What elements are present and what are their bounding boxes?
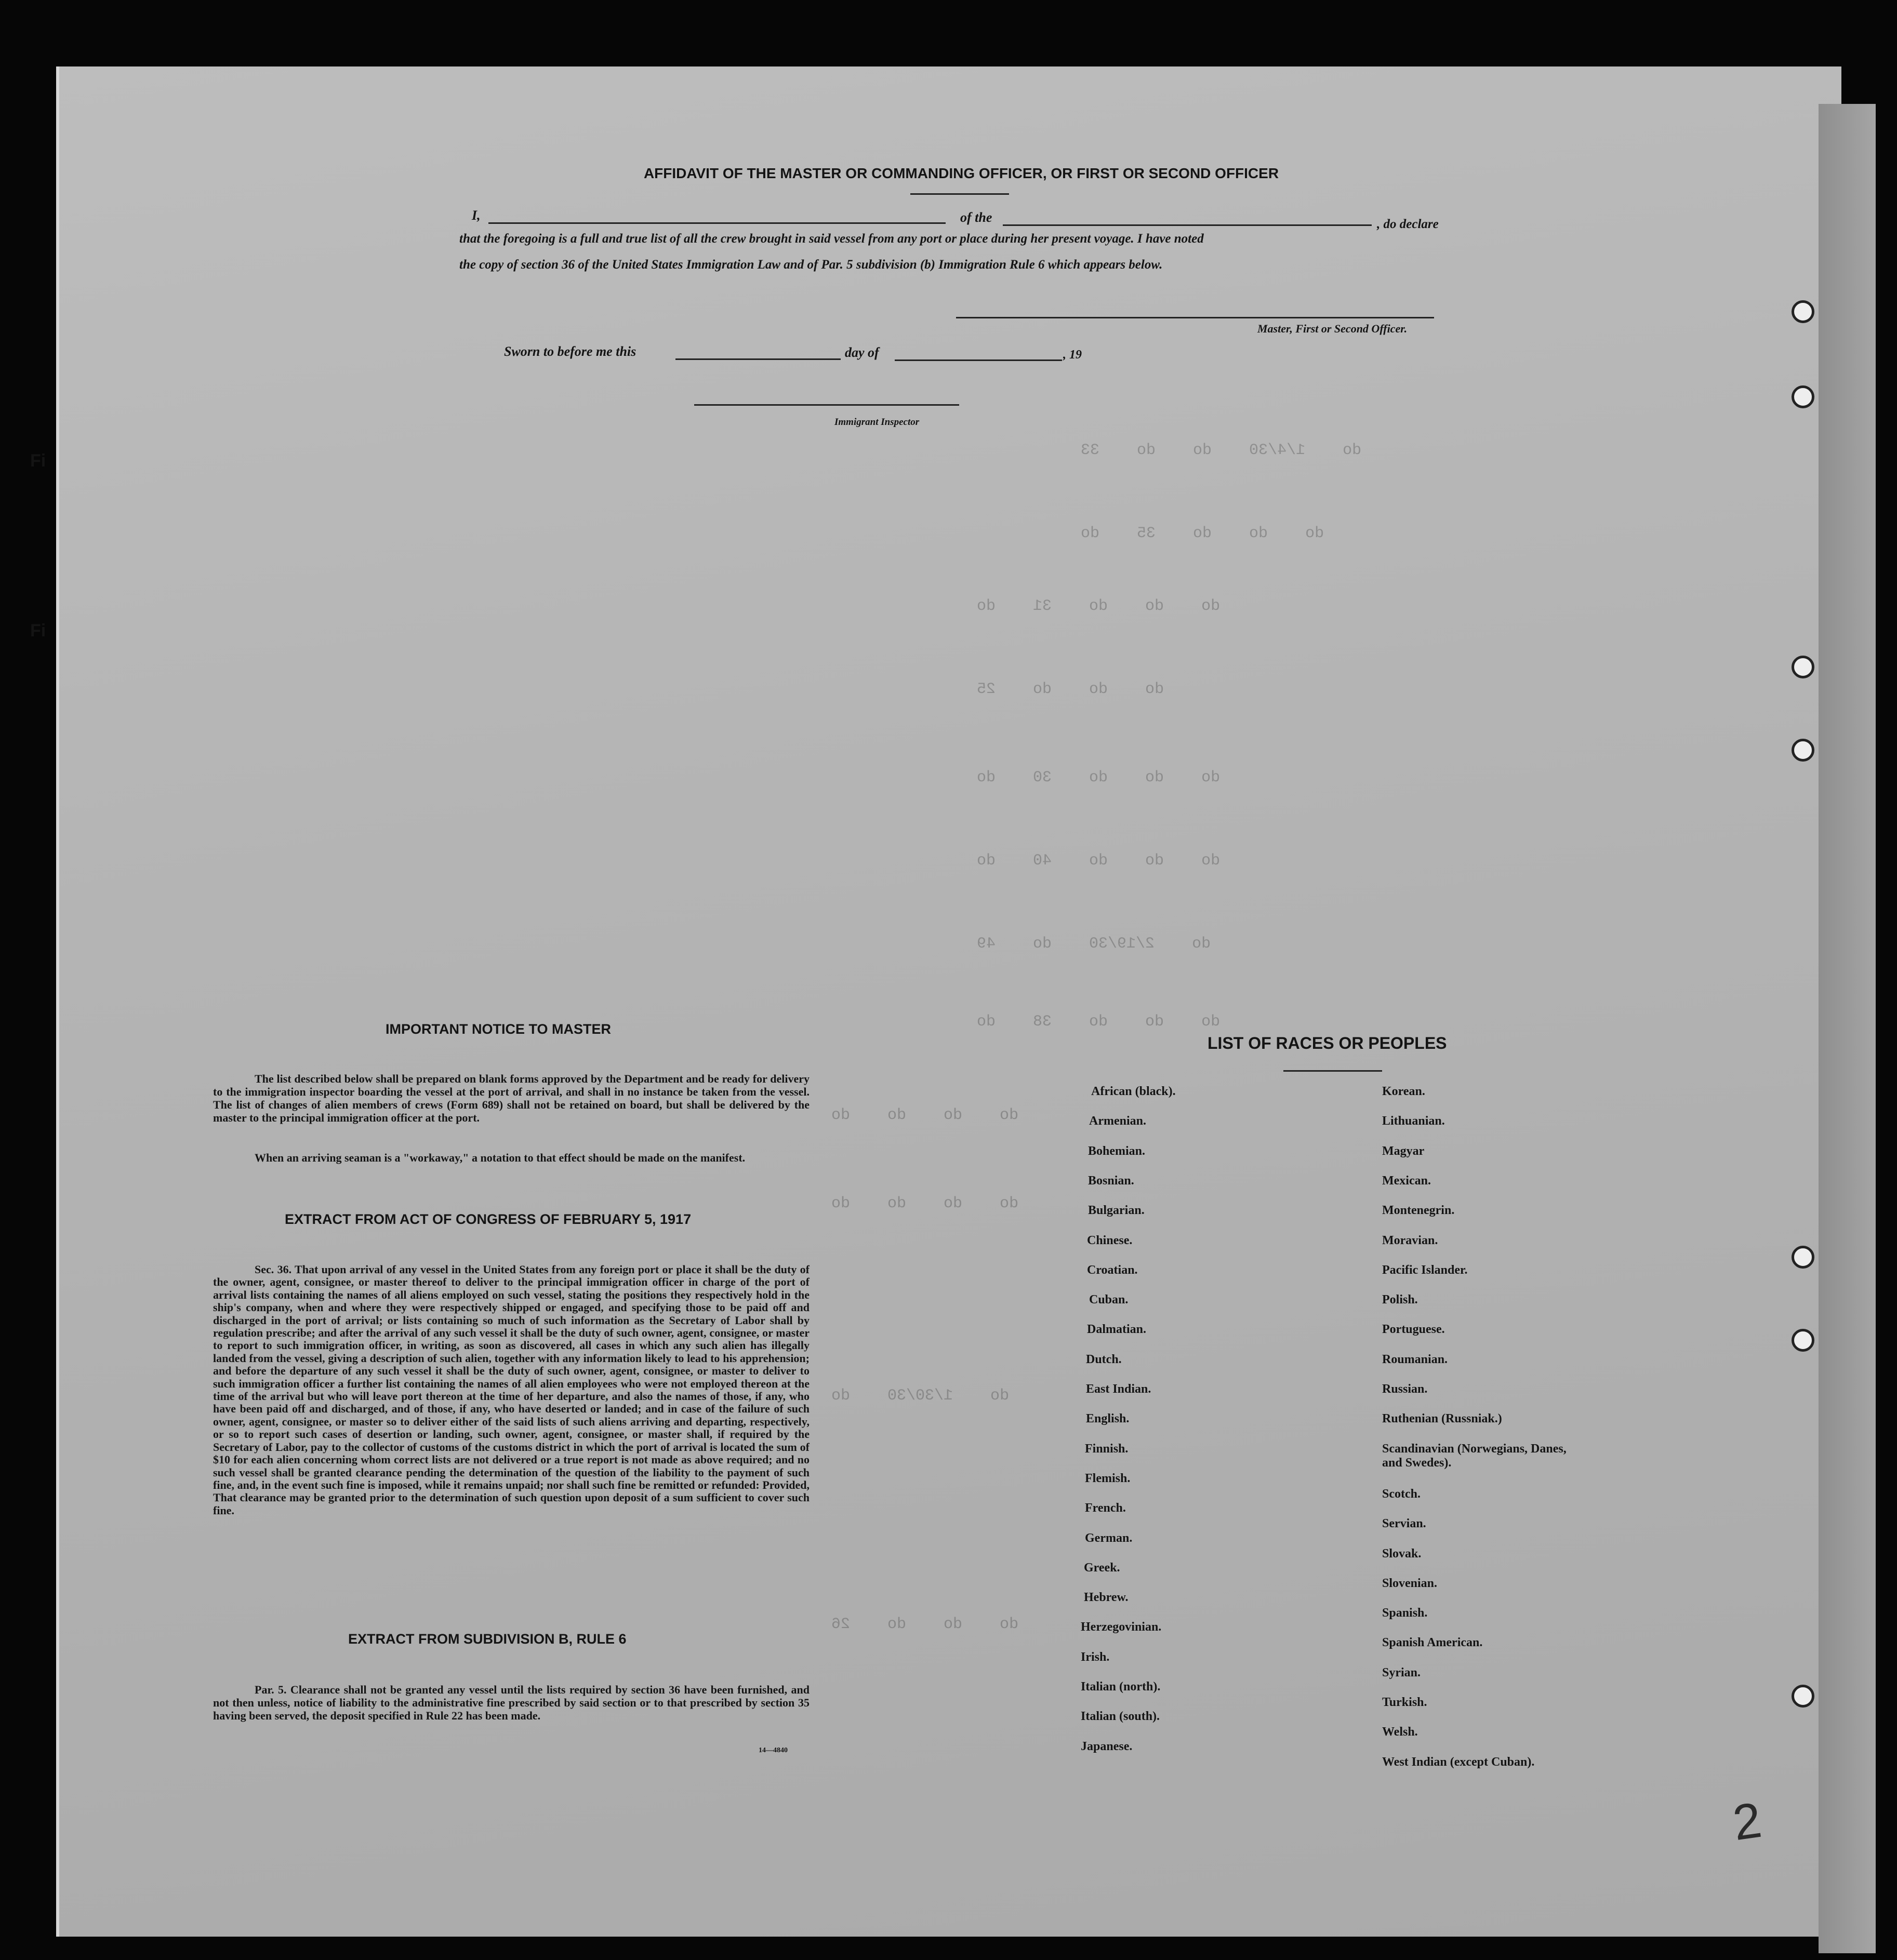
affidavit-title: AFFIDAVIT OF THE MASTER OR COMMANDING OFFICER, OR FIRST OR SECOND OFFICER bbox=[643, 165, 1279, 181]
binder-hole bbox=[1792, 739, 1814, 762]
race-item: Roumanian. bbox=[1382, 1352, 1448, 1366]
races-title: LIST OF RACES OR PEOPLES bbox=[1208, 1034, 1447, 1052]
race-item: Scotch. bbox=[1382, 1487, 1421, 1501]
notice-paragraph-1: The list described below shall be prepared on blank forms approved by the Department and be ready for delivery to the immigration inspector boarding the vessel at the port of arrival, and shall in no instance be taken from the vessel. The list of changes of alien members of crews (Form 689) shall not be retained on board, but shall be delivered by the master to the principal immigration officer at the port. bbox=[213, 1072, 810, 1124]
race-item: Hebrew. bbox=[1084, 1591, 1129, 1605]
race-item: Bohemian. bbox=[1088, 1144, 1146, 1158]
signature-caption: Master, First or Second Officer. bbox=[1257, 322, 1408, 335]
form-number: 14—4840 bbox=[759, 1746, 788, 1754]
race-item: Polish. bbox=[1382, 1293, 1418, 1307]
signature-field[interactable] bbox=[956, 317, 1434, 318]
left-edge-mark: Fi bbox=[30, 451, 46, 471]
vessel-of-label: of the bbox=[960, 210, 992, 225]
race-item: Bulgarian. bbox=[1088, 1204, 1145, 1218]
race-item: Moravian. bbox=[1382, 1233, 1438, 1247]
affidavit-line-3: the copy of section 36 of the United States Immigration Law and of Par. 5 subdivision (b) Immigration Rule 6 which appears below. bbox=[459, 258, 1163, 272]
binder-hole bbox=[1792, 656, 1814, 678]
race-item: Lithuanian. bbox=[1382, 1114, 1445, 1128]
race-item: Greek. bbox=[1084, 1561, 1120, 1575]
underlying-page-edge bbox=[1819, 104, 1876, 1953]
inspector-caption: Immigrant Inspector bbox=[834, 417, 920, 428]
binder-hole bbox=[1792, 300, 1814, 323]
race-item: Chinese. bbox=[1087, 1233, 1133, 1247]
race-item: Portuguese. bbox=[1382, 1323, 1445, 1337]
race-item: Finnish. bbox=[1085, 1442, 1129, 1456]
sworn-label: Sworn to before me this bbox=[504, 344, 636, 359]
race-item: Italian (north). bbox=[1081, 1680, 1161, 1694]
race-item: Flemish. bbox=[1085, 1471, 1131, 1485]
race-item: Ruthenian (Russniak.) bbox=[1382, 1412, 1502, 1426]
race-item: Dutch. bbox=[1086, 1352, 1122, 1366]
title-rule bbox=[910, 193, 1009, 195]
left-edge-mark: Fi bbox=[30, 621, 46, 641]
binder-hole bbox=[1792, 1329, 1814, 1352]
race-item: Japanese. bbox=[1081, 1739, 1133, 1753]
declarant-label: I, bbox=[472, 208, 481, 223]
sworn-day-field[interactable] bbox=[675, 358, 841, 360]
document-page bbox=[56, 66, 1841, 1937]
races-title-rule bbox=[1283, 1070, 1382, 1072]
act-text: Sec. 36. That upon arrival of any vessel in the United States from any foreign port or place it shall be the duty of the owner, agent, consignee, or master thereof to deliver to the principal immigration officer in charge of the port of arrival lists containing the names of all aliens employed on such vessel, stating the positions they respectively hold in the ship's company, when and where they were respectively shipped or engaged, and specifying those to be paid off and discharged in the port of arrival; or lists containing so much of such information as the Secretary of Labor shall by regulation prescribe; and after the arrival of any such vessel it shall be the duty of such owner, agent, consignee, or master to report to such immigration officer, in writing, as soon as discovered, all cases in which any such alien has illegally landed from the vessel, giving a description of such alien, together with any information likely to lead to his apprehension; and before the departure of any such vessel it shall be the duty of such owner, agent, consignee, or master to deliver to such immigration officer a further list containing the names of all alien employees who were not employed thereon at the time of the arrival but who will leave port thereon at the time of her departure, and also the names of those, if any, who have been paid off and discharged, and of those, if any, who have deserted or landed; and in case of the failure of such owner, agent, consignee, or master so to deliver either of the said lists of such aliens arriving and departing, respectively, or so to report such cases of desertion or landing, such owner, agent, consignee, or master shall, if required by the Secretary of Labor, pay to the collector of customs of the customs district in which the port of arrival is located the sum of $10 for each alien concerning whom correct lists are not delivered or a true report is not made as above required; and no such vessel shall be granted clearance pending the determination of the question of the liability to the payment of such fine, and, in the event such fine is imposed, while it remains unpaid; nor shall such fine be remitted or refunded: Provided, That clearance may be granted prior to the determination of such question upon deposit of a sum sufficient to cover such fine. bbox=[213, 1263, 810, 1517]
race-item: Spanish. bbox=[1382, 1606, 1428, 1620]
rule-title: EXTRACT FROM SUBDIVISION B, RULE 6 bbox=[348, 1631, 627, 1647]
binder-hole bbox=[1792, 1685, 1814, 1708]
notice-paragraph-2: When an arriving seaman is a "workaway," a notation to that effect should be made on the manifest. bbox=[255, 1151, 746, 1164]
day-of-label: day of bbox=[845, 345, 879, 360]
race-item: Slovenian. bbox=[1382, 1576, 1438, 1590]
race-item: Scandinavian (Norwegians, Danes, and Swedes). bbox=[1382, 1442, 1567, 1470]
race-item: Montenegrin. bbox=[1382, 1204, 1455, 1218]
act-title: EXTRACT FROM ACT OF CONGRESS OF FEBRUARY 5, 1917 bbox=[285, 1211, 692, 1227]
inspector-signature-field[interactable] bbox=[694, 404, 959, 406]
race-item: Welsh. bbox=[1382, 1725, 1418, 1739]
sworn-month-field[interactable] bbox=[895, 359, 1062, 361]
race-item: Italian (south). bbox=[1081, 1710, 1160, 1724]
race-item: Syrian. bbox=[1382, 1665, 1421, 1679]
race-item: Russian. bbox=[1382, 1382, 1428, 1396]
binder-hole bbox=[1792, 385, 1814, 408]
vessel-name-field[interactable] bbox=[1003, 224, 1372, 226]
race-item: Mexican. bbox=[1382, 1174, 1431, 1188]
race-item: East Indian. bbox=[1086, 1382, 1151, 1396]
race-item: Turkish. bbox=[1382, 1696, 1427, 1709]
race-item: English. bbox=[1086, 1412, 1130, 1426]
race-item: Herzegovinian. bbox=[1081, 1620, 1162, 1634]
notice-title: IMPORTANT NOTICE TO MASTER bbox=[386, 1021, 611, 1037]
binder-hole bbox=[1792, 1246, 1814, 1269]
race-item: Croatian. bbox=[1087, 1263, 1138, 1277]
rule-text: Par. 5. Clearance shall not be granted any vessel until the lists required by section 36 have been furnished, and not then unless, notice of liability to the administrative fine prescribed by said section or to that prescribed by section 35 having been served, the deposit specified in Rule 22 has been made. bbox=[213, 1683, 810, 1722]
race-item: Korean. bbox=[1382, 1085, 1425, 1098]
race-item: Dalmatian. bbox=[1087, 1323, 1146, 1337]
handwritten-page-mark: 2 bbox=[1729, 1792, 1765, 1851]
race-item: Cuban. bbox=[1089, 1293, 1129, 1307]
race-item: German. bbox=[1085, 1531, 1133, 1545]
race-item: African (black). bbox=[1091, 1085, 1176, 1098]
race-item: Magyar bbox=[1382, 1144, 1425, 1158]
race-item: Servian. bbox=[1382, 1517, 1426, 1531]
race-item: French. bbox=[1085, 1501, 1126, 1515]
declarant-name-field[interactable] bbox=[488, 222, 946, 224]
race-item: Slovak. bbox=[1382, 1546, 1422, 1561]
race-item: Armenian. bbox=[1089, 1114, 1146, 1128]
race-item: West Indian (except Cuban). bbox=[1382, 1755, 1535, 1769]
race-item: Spanish American. bbox=[1382, 1636, 1483, 1650]
affidavit-line-2: that the foregoing is a full and true list of all the crew brought in said vessel from any port or place during her present voyage. I have noted bbox=[459, 232, 1204, 246]
race-item: Pacific Islander. bbox=[1382, 1263, 1468, 1277]
race-item: Irish. bbox=[1081, 1650, 1110, 1664]
declare-label: , do declare bbox=[1377, 217, 1439, 231]
race-item: Bosnian. bbox=[1088, 1174, 1134, 1188]
year-label: , 19 bbox=[1063, 348, 1082, 362]
